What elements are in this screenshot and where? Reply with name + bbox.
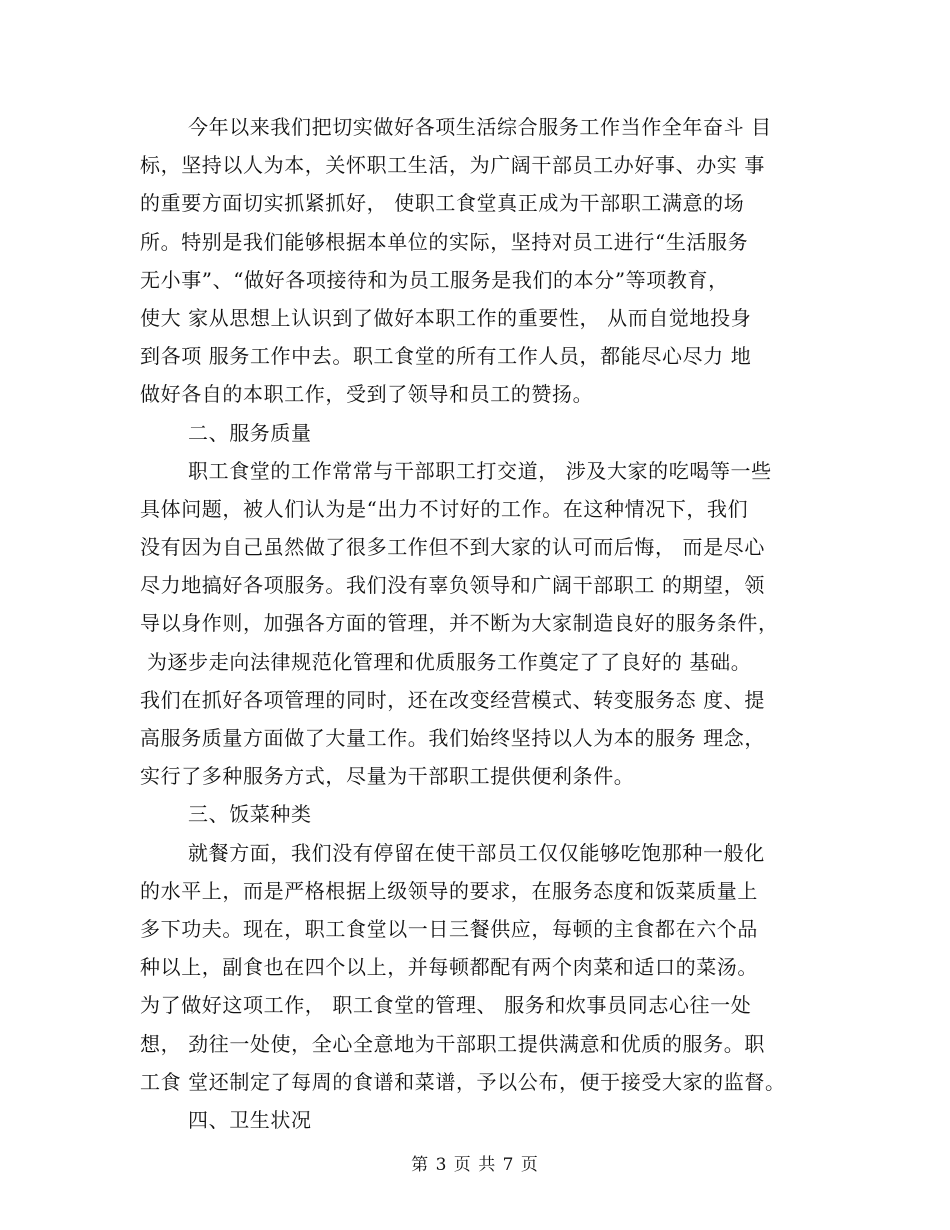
paragraph-line: 所。特别是我们能够根据本单位的实际，坚持对员工进行“生活服务 xyxy=(140,229,749,254)
section-heading: 二、服务质量 xyxy=(188,420,312,445)
section-heading: 三、饭菜种类 xyxy=(188,802,312,827)
page-number-footer: 第 3 页 共 7 页 xyxy=(411,1155,539,1175)
paragraph-line: 为了做好这项工作， 职工食堂的管理、 服务和炊事员同志心往一处 xyxy=(140,993,752,1018)
paragraph-line: 多下功夫。现在，职工食堂以一日三餐供应，每顿的主食都在六个品 xyxy=(140,916,758,941)
paragraph-line: 为逐步走向法律规范化管理和优质服务工作奠定了了良好的 基础。 xyxy=(140,649,752,674)
paragraph-line: 具体问题，被人们认为是“出力不讨好的工作。在这种情况下，我们 xyxy=(140,496,749,521)
paragraph-line: 导以身作则，加强各方面的管理，并不断为大家制造良好的服务条件， xyxy=(140,611,779,636)
paragraph-line: 工食 堂还制定了每周的食谱和菜谱，予以公布，便于接受大家的监督。 xyxy=(140,1069,786,1094)
paragraph-line: 无小事”、“做好各项接待和为员工服务是我们的本分”等项教育， xyxy=(140,267,729,292)
paragraph-line: 职工食堂的工作常常与干部职工打交道， 涉及大家的吃喝等一些 xyxy=(188,458,772,483)
document-body xyxy=(140,108,820,1139)
paragraph-line: 尽力地搞好各项服务。我们没有辜负领导和广阔干部职工 的期望，领 xyxy=(140,573,765,598)
paragraph-line: 标，坚持以人为本，关怀职工生活，为广阔干部员工办好事、办实 事 xyxy=(140,153,765,178)
paragraph-line: 使大 家从思想上认识到了做好本职工作的重要性， 从而自觉地投身 xyxy=(140,305,752,330)
paragraph-line: 就餐方面，我们没有停留在使干部员工仅仅能够吃饱那种一般化 xyxy=(188,840,765,865)
paragraph-line: 种以上，副食也在四个以上，并每顿都配有两个肉菜和适口的菜汤。 xyxy=(140,955,758,980)
section-heading: 四、卫生状况 xyxy=(188,1107,312,1132)
paragraph-line: 的重要方面切实抓紧抓好， 使职工食堂真正成为干部职工满意的场 xyxy=(140,191,745,216)
paragraph-line: 今年以来我们把切实做好各项生活综合服务工作当作全年奋斗 目 xyxy=(188,115,772,139)
paragraph-line: 我们在抓好各项管理的同时，还在改变经营模式、转变服务态 度、提 xyxy=(140,687,765,712)
paragraph-line: 到各项 服务工作中去。职工食堂的所有工作人员，都能尽心尽力 地 xyxy=(140,344,752,369)
paragraph-line: 实行了多种服务方式，尽量为干部职工提供便利条件。 xyxy=(140,764,635,789)
paragraph-line: 做好各自的本职工作，受到了领导和员工的赞扬。 xyxy=(140,382,594,407)
paragraph-line: 想， 劲往一处使，全心全意地为干部职工提供满意和优质的服务。职 xyxy=(140,1031,765,1056)
paragraph-line: 高服务质量方面做了大量工作。我们始终坚持以人为本的服务 理念， xyxy=(140,726,765,750)
paragraph-line: 的水平上，而是严格根据上级领导的要求，在服务态度和饭菜质量上 xyxy=(140,878,758,903)
paragraph-line: 没有因为自己虽然做了很多工作但不到大家的认可而后悔， 而是尽心 xyxy=(140,535,765,560)
